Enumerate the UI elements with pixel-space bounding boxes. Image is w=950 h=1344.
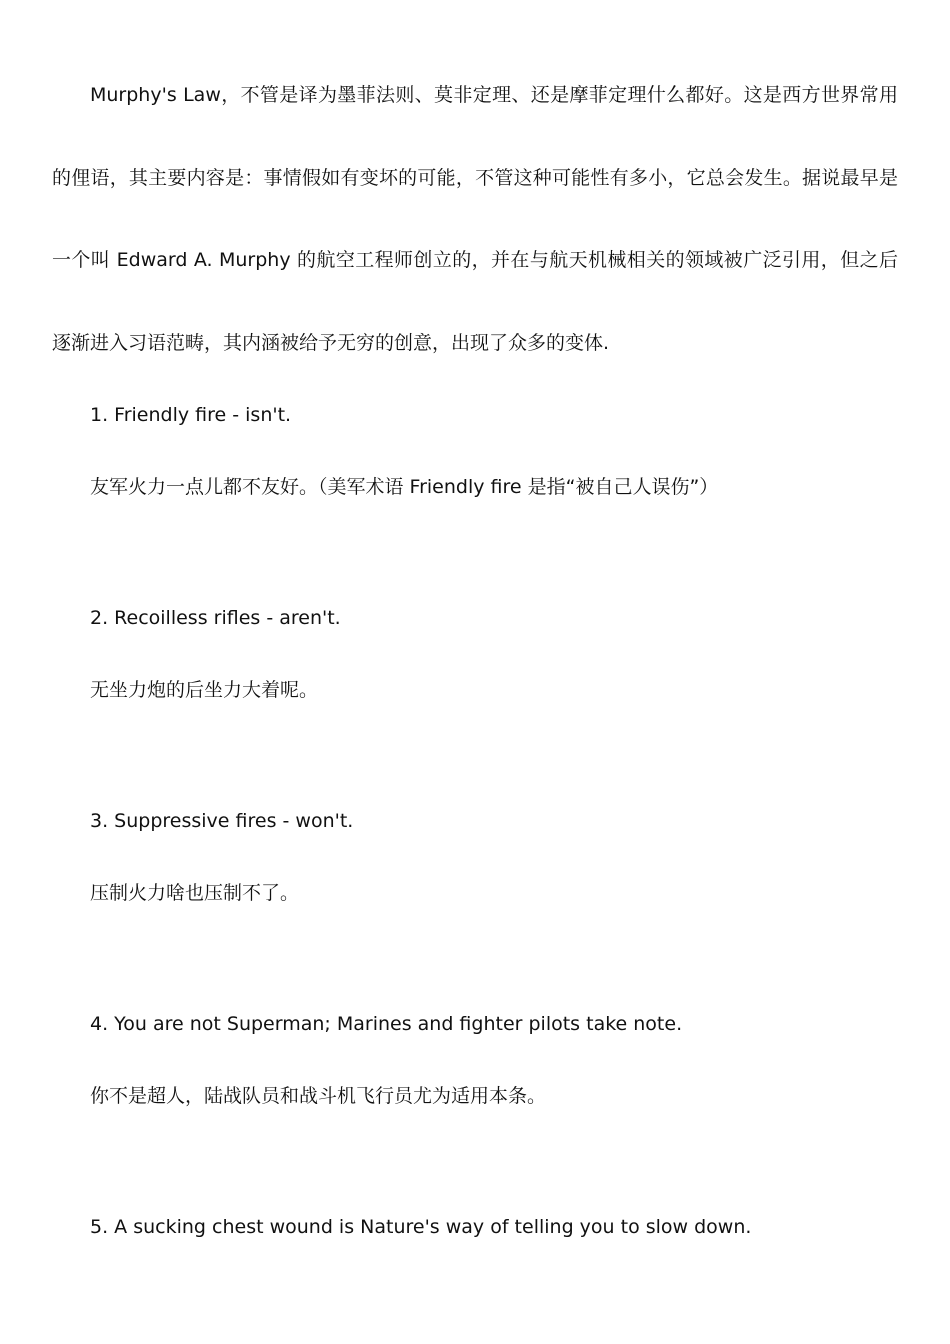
law-chinese-1: 友军火力一点儿都不友好。（美军术语 Friendly fire 是指“被自己人误伤”） xyxy=(90,476,719,498)
intro-line-1: Murphy's Law，不管是译为墨菲法则、莫非定理、还是摩菲定理什么都好。这是西方世界常用 xyxy=(90,84,898,106)
law-english-3: 3. Suppressive fires - won't. xyxy=(90,810,354,832)
law-english-5: 5. A sucking chest wound is Nature's way of telling you to slow down. xyxy=(90,1216,752,1238)
law-chinese-4: 你不是超人，陆战队员和战斗机飞行员尤为适用本条。 xyxy=(90,1085,547,1107)
law-chinese-3: 压制火力啥也压制不了。 xyxy=(90,882,300,904)
law-chinese-2: 无坐力炮的后坐力大着呢。 xyxy=(90,679,319,701)
intro-line-3: 一个叫 Edward A. Murphy 的航空工程师创立的，并在与航天机械相关的领域被广泛引用，但之后 xyxy=(52,249,898,271)
law-english-4: 4. You are not Superman; Marines and fighter pilots take note. xyxy=(90,1013,683,1035)
intro-line-4: 逐渐进入习语范畴，其内涵被给予无穷的创意，出现了众多的变体. xyxy=(52,332,610,354)
law-english-1: 1. Friendly fire - isn't. xyxy=(90,404,292,426)
law-english-2: 2. Recoilless rifles - aren't. xyxy=(90,607,341,629)
intro-line-2: 的俚语，其主要内容是：事情假如有变坏的可能，不管这种可能性有多小，它总会发生。据说最早是 xyxy=(52,167,898,189)
